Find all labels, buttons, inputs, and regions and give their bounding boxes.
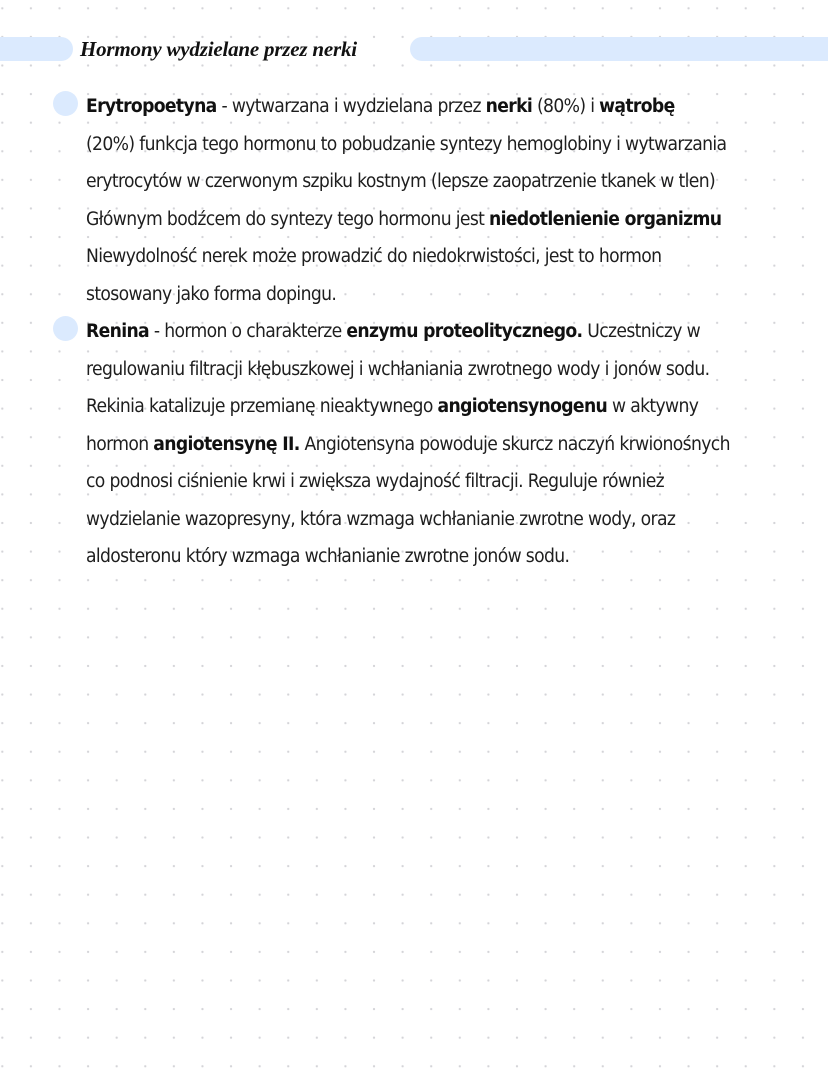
bold-term: Renina bbox=[86, 321, 150, 342]
entry-erytropoetyna bbox=[86, 88, 816, 313]
text-line: Głównym bodźcem do syntezy tego hormonu jest niedotlenienie organizmu bbox=[86, 208, 722, 230]
bold-term: enzymu proteolitycznego. bbox=[346, 321, 583, 342]
text-line: regulowaniu filtracji kłębuszkowej i wchłaniania zwrotnego wody i jonów sodu. bbox=[86, 358, 710, 380]
text-line: wydzielanie wazopresyny, która wzmaga wchłanianie zwrotne wody, oraz bbox=[86, 508, 676, 530]
text-line: erytrocytów w czerwonym szpiku kostnym (lepsze zaopatrzenie tkanek w tlen) bbox=[86, 171, 716, 192]
text-line: aldosteronu który wzmaga wchłanianie zwrotne jonów sodu. bbox=[86, 546, 570, 567]
page-title: Hormony wydzielane przez nerki bbox=[80, 37, 357, 61]
bold-term: Erytropoetyna bbox=[86, 96, 217, 117]
bold-term: angiotensynogenu bbox=[437, 396, 608, 417]
text-line: co podnosi ciśnienie krwi i zwiększa wydajność filtracji. Reguluje również bbox=[86, 471, 665, 492]
bold-term: nerki bbox=[485, 96, 533, 117]
text-line: Erytropoetyna - wytwarzana i wydzielana przez nerki (80%) i wątrobę bbox=[86, 96, 675, 117]
text-line: hormon angiotensynę II. Angiotensyna powoduje skurcz naczyń krwionośnych bbox=[86, 433, 730, 455]
text-line: Niewydolność nerek może prowadzić do niedokrwistości, jest to hormon bbox=[86, 246, 662, 267]
text-line: Rekinia katalizuje przemianę nieaktywnego angiotensynogenu w aktywny bbox=[86, 396, 699, 417]
bold-term: wątrobę bbox=[599, 96, 675, 117]
bullet-dot-icon bbox=[53, 316, 78, 341]
text-line: Renina - hormon o charakterze enzymu proteolitycznego. Uczestniczy w bbox=[86, 321, 701, 342]
text-line: stosowany jako forma dopingu. bbox=[86, 283, 337, 305]
bullet-dot-icon bbox=[53, 91, 78, 116]
notes-content bbox=[86, 88, 816, 576]
bold-term: angiotensynę II. bbox=[153, 433, 300, 455]
header-highlight-right bbox=[410, 37, 828, 61]
text-line: (20%) funkcja tego hormonu to pobudzanie syntezy hemoglobiny i wytwarzania bbox=[86, 133, 727, 155]
header-highlight-left bbox=[0, 37, 73, 61]
bold-term: niedotlenienie organizmu bbox=[489, 208, 722, 230]
entry-renina bbox=[86, 313, 816, 576]
